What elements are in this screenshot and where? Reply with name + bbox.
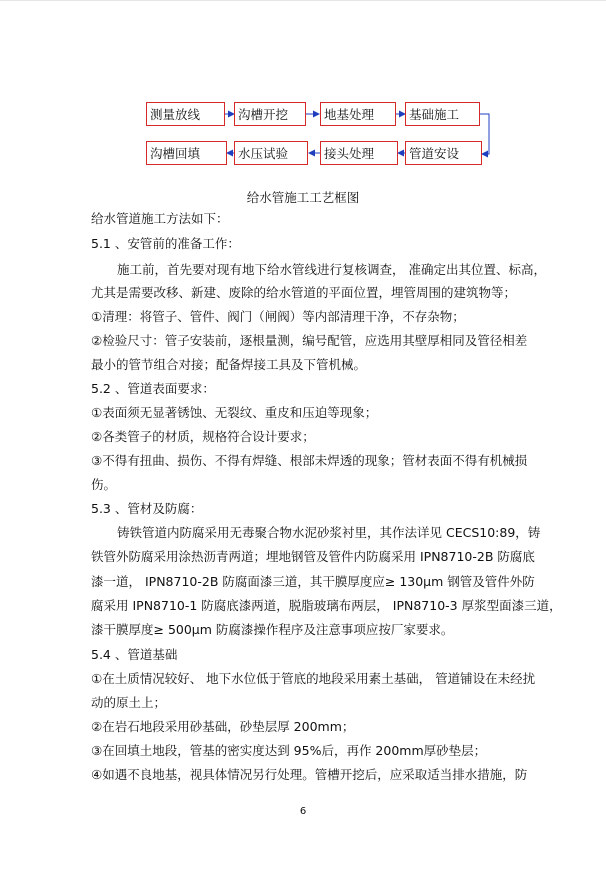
section-heading: 5.1 、安管前的准备工作：	[91, 236, 240, 251]
text-line: 施工前，首先要对现有地下给水管线进行复核调查， 准确定出其位置、标高，	[117, 262, 546, 277]
flowchart-caption: 给水管施工工艺框图	[246, 190, 360, 205]
text-line: ①在土质情况较好、 地下水位低于管底的地段采用素土基础， 管道铺设在未经扰	[91, 671, 536, 686]
text-line: 最小的管节组合对接；配备焊接工具及下管机械。	[91, 357, 367, 372]
text-line: 伤。	[91, 477, 117, 492]
flow-step-2: 沟槽开挖	[234, 102, 306, 126]
text-line: ③在回填土地段，管基的密实度达到 95%后，再作 200mm厚砂垫层；	[91, 743, 487, 758]
text-line: ②各类管子的材质，规格符合设计要求；	[91, 429, 315, 444]
text-line: 铸铁管道内防腐采用无毒聚合物水泥砂浆衬里，其作法详见 CECS10:89，铸	[117, 525, 541, 540]
section-heading: 5.3 、管材及防腐：	[91, 501, 203, 516]
text-line: 尤其是需要改移、新建、废除的给水管道的平面位置，埋管周围的建筑物等；	[91, 285, 517, 300]
text-line: 漆干膜厚度≥ 500μm 防腐漆操作程序及注意事项应按厂家要求。	[91, 622, 454, 637]
text-line: 腐采用 IPN8710-1 防腐底漆两道，脱脂玻璃布两层， IPN8710-3 厚浆型面漆三道，	[91, 598, 562, 613]
text-line: ③不得有扭曲、损伤、不得有焊缝、根部未焊透的现象；管材表面不得有机械损	[91, 453, 528, 468]
flow-step-3: 地基处理	[320, 102, 396, 126]
flow-step-6: 接头处理	[320, 141, 398, 165]
text-line: 漆一道， IPN8710-2B 防腐面漆三道，其干膜厚度应≥ 130μm 钢管及管件外防	[91, 574, 535, 589]
text-line: ②检验尺寸：管子安装前，逐根量测，编号配管，应选用其壁厚相同及管径相差	[91, 333, 528, 348]
flow-step-4: 基础施工	[405, 102, 480, 126]
flow-step-8: 沟槽回填	[146, 141, 227, 165]
section-heading: 5.2 、管道表面要求：	[91, 381, 215, 396]
text-line: ④如遇不良地基，视具体情况另行处理。管槽开挖后，应采取适当排水措施，防	[91, 767, 528, 782]
text-line: ①清理：将管子、管件、阀门（闸阀）等内部清理干净，不存杂物；	[91, 309, 465, 324]
page-number: 6	[299, 806, 307, 817]
text-line: 动的原土上；	[91, 695, 167, 710]
flow-step-7: 水压试验	[234, 141, 308, 165]
text-line: 给水管道施工方法如下：	[91, 211, 229, 226]
text-line: ②在岩石地段采用砂基础，砂垫层厚 200mm；	[91, 719, 355, 734]
construction-flowchart	[0, 0, 606, 180]
flow-step-1: 测量放线	[146, 102, 225, 126]
flow-step-5: 管道安设	[405, 141, 482, 165]
text-line: ①表面须无显著锈蚀、无裂纹、重皮和压迫等现象；	[91, 405, 378, 420]
section-heading: 5.4 、管道基础	[91, 647, 178, 662]
text-line: 铁管外防腐采用涂热沥青两道；埋地钢管及管件内防腐采用 IPN8710-2B 防腐底	[91, 549, 535, 564]
